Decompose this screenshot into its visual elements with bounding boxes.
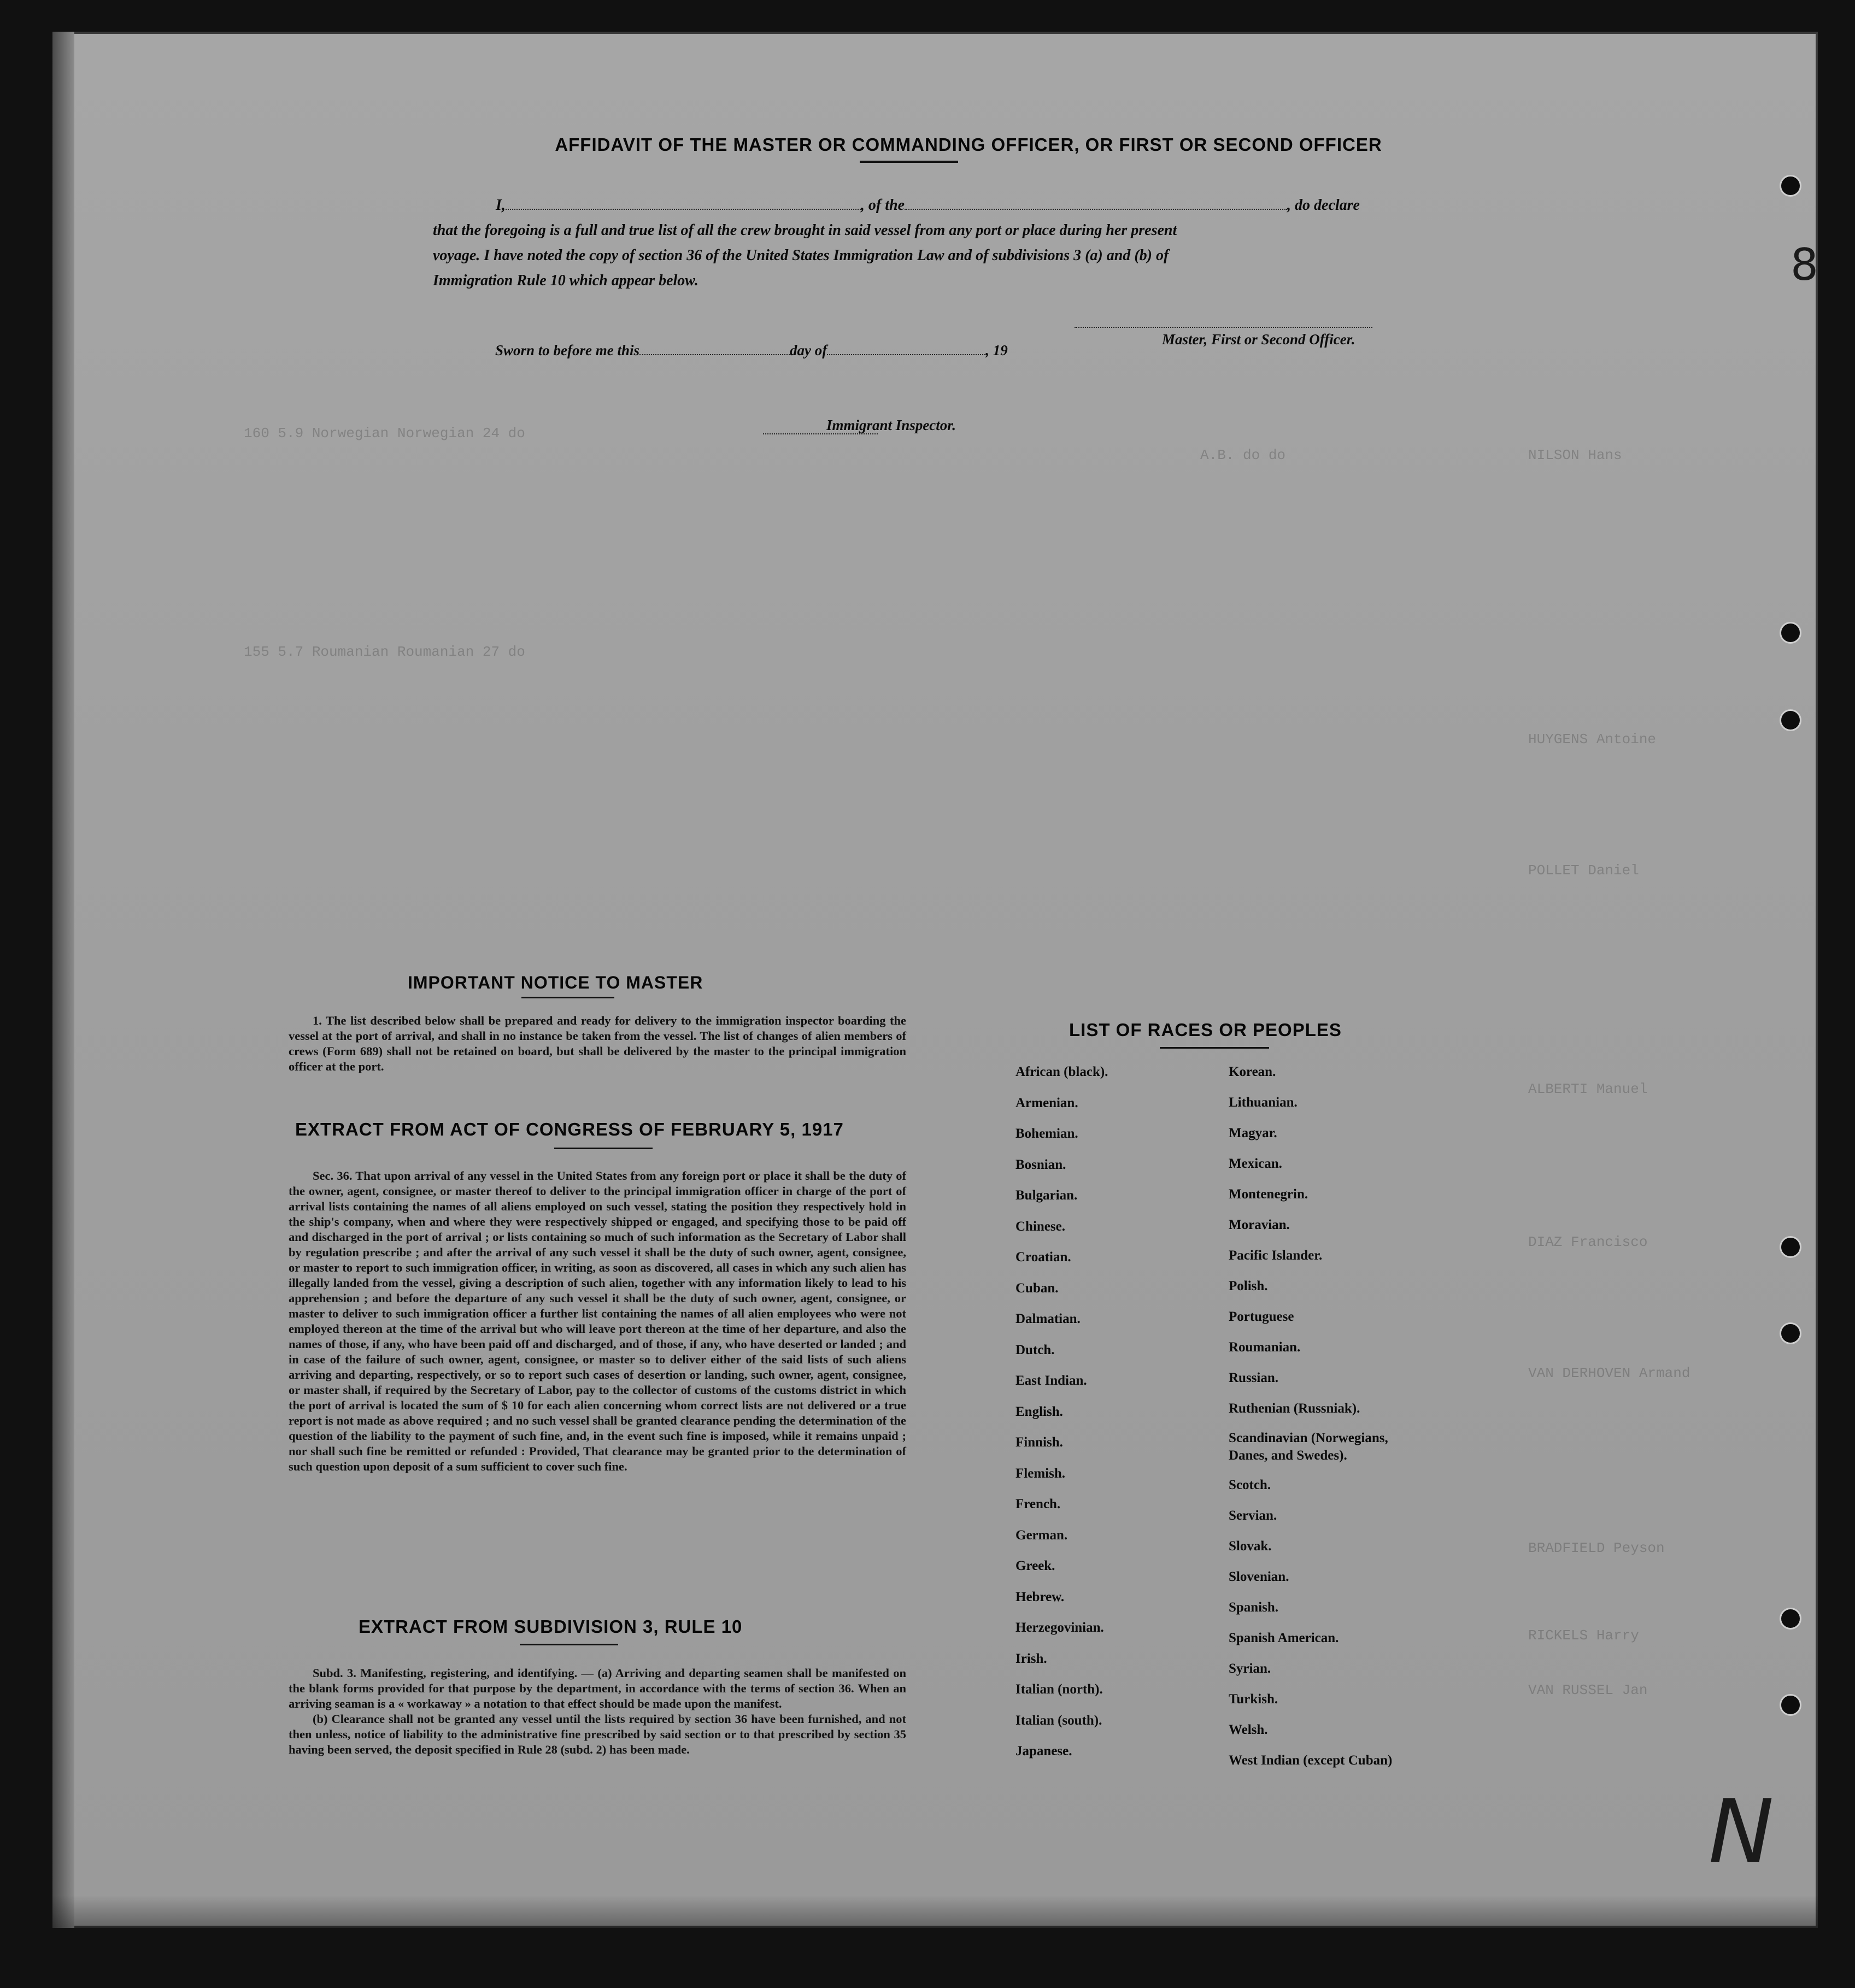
bleed-through-text: RICKELS Harry: [1528, 1627, 1639, 1644]
notice-underline: [521, 997, 614, 998]
race-item: Bulgarian.: [1015, 1188, 1078, 1203]
extract-rule-title: EXTRACT FROM SUBDIVISION 3, RULE 10: [359, 1616, 743, 1637]
bleed-through-text: HUYGENS Antoine: [1528, 731, 1657, 748]
race-item: Hebrew.: [1015, 1589, 1065, 1604]
race-item: Greek.: [1015, 1558, 1055, 1573]
race-item: Cuban.: [1015, 1280, 1059, 1296]
punch-hole: [1780, 709, 1801, 731]
race-item: Croatian.: [1015, 1250, 1071, 1264]
race-item: Herzegovinian.: [1015, 1620, 1104, 1635]
do-declare-label: , do declare: [1287, 197, 1360, 214]
extract-act-underline: [554, 1148, 653, 1149]
race-item: Mexican.: [1229, 1156, 1282, 1171]
race-item: Spanish.: [1229, 1600, 1279, 1615]
bleed-through-text: A.B. do do: [1200, 447, 1286, 463]
affidavit-line-1: that the foregoing is a full and true list of all the crew brought in said vessel from any port or place during her present: [433, 222, 1177, 239]
title-underline: [860, 161, 958, 163]
bleed-through-text: DIAZ Francisco: [1528, 1234, 1648, 1250]
race-item: Polish.: [1229, 1279, 1268, 1293]
race-item: German.: [1015, 1527, 1068, 1543]
race-item: Syrian.: [1229, 1661, 1271, 1676]
race-item: Finnish.: [1015, 1435, 1063, 1450]
rule-10-text: [289, 1666, 906, 1757]
punch-hole: [1780, 1608, 1801, 1630]
race-item: Welsh.: [1229, 1722, 1268, 1737]
affidavit-statement: [433, 193, 1471, 293]
race-item: Servian.: [1229, 1508, 1277, 1523]
notice-title: IMPORTANT NOTICE TO MASTER: [408, 973, 703, 992]
handwritten-corner-mark: N: [1709, 1780, 1774, 1883]
punch-hole: [1780, 622, 1801, 644]
inspector-label: Immigrant Inspector.: [826, 417, 956, 433]
declarant-name-field[interactable]: [506, 197, 861, 210]
document-sheet: [52, 32, 1818, 1928]
bleed-through-text: POLLET Daniel: [1528, 862, 1639, 879]
race-item: Russian.: [1229, 1371, 1279, 1385]
race-item: French.: [1015, 1497, 1061, 1511]
affidavit-title: AFFIDAVIT OF THE MASTER OR COMMANDING OFFICER, OR FIRST OR SECOND OFFICER: [555, 134, 1382, 155]
race-item: Dalmatian.: [1015, 1311, 1081, 1326]
race-item: Irish.: [1015, 1651, 1047, 1666]
sworn-prefix: Sworn to before me this: [495, 342, 640, 358]
race-item: Bosnian.: [1015, 1157, 1066, 1172]
extract-act-title: EXTRACT FROM ACT OF CONGRESS OF FEBRUARY 5, 1917: [295, 1119, 844, 1139]
sworn-month-field[interactable]: [827, 342, 985, 355]
bleed-through-text: VAN RUSSEL Jan: [1528, 1682, 1648, 1698]
day-of-label: day of: [790, 342, 827, 358]
rule-10-para-a: Subd. 3. Manifesting, registering, and identifying. — (a) Arriving and departing seamen shall be manifested on the blank forms provided for that purpose by the department, in accordance with the terms of section 36. When an arriving seaman is a « workaway » a notation to that effect should be made upon the manifest.: [289, 1666, 906, 1710]
race-item: East Indian.: [1015, 1373, 1087, 1388]
race-item: Portuguese: [1229, 1309, 1294, 1324]
punch-hole: [1780, 1322, 1801, 1344]
race-item: Roumanian.: [1229, 1340, 1301, 1355]
race-item: Chinese.: [1015, 1219, 1065, 1234]
punch-hole: [1780, 175, 1801, 197]
race-item: African (black).: [1015, 1064, 1108, 1079]
year-label: , 19: [985, 342, 1008, 358]
vessel-name-field[interactable]: [905, 197, 1287, 210]
of-the-label: , of the: [860, 197, 905, 214]
race-item: Korean.: [1229, 1064, 1276, 1079]
page-shadow: [52, 1895, 1818, 1928]
races-title: LIST OF RACES OR PEOPLES: [1069, 1020, 1342, 1040]
race-item: Slovenian.: [1229, 1569, 1289, 1584]
bleed-through-text: 155 5.7 Roumanian Roumanian 27 do: [244, 644, 525, 660]
signature-label: Master, First or Second Officer.: [1162, 331, 1355, 348]
binding-edge: [52, 32, 74, 1928]
race-item: Slovak.: [1229, 1539, 1272, 1554]
race-item: Dutch.: [1015, 1342, 1055, 1357]
race-item: Lithuanian.: [1229, 1095, 1298, 1110]
bleed-through-text: BRADFIELD Peyson: [1528, 1540, 1665, 1556]
race-item: West Indian (except Cuban): [1229, 1753, 1393, 1768]
race-item: Magyar.: [1229, 1126, 1277, 1140]
race-item: Bohemian.: [1015, 1126, 1078, 1141]
race-item: Ruthenian (Russniak).: [1229, 1401, 1360, 1416]
race-item: Pacific Islander.: [1229, 1248, 1323, 1263]
notice-text: 1. The list described below shall be prepared and ready for delivery to the immigration inspector boarding the vessel at the port of arrival, and shall in no instance be taken from the vessel. The list of changes of alien members of crews (Form 689) shall not be retained on board, but shall be delivered by the master to the principal immigration officer at the port.: [289, 1014, 906, 1073]
race-item: Montenegrin.: [1229, 1187, 1308, 1202]
races-underline: [1160, 1047, 1269, 1049]
bleed-through-text: 160 5.9 Norwegian Norwegian 24 do: [244, 425, 525, 442]
signature-line[interactable]: [1075, 327, 1372, 328]
bleed-through-text: VAN DERHOVEN Armand: [1528, 1365, 1690, 1381]
affidavit-line-3: Immigration Rule 10 which appear below.: [433, 272, 698, 289]
races-list: [1015, 1064, 1486, 1819]
race-item: Scandinavian (Norwegians,: [1229, 1431, 1388, 1445]
race-item: Flemish.: [1015, 1466, 1065, 1481]
race-item: English.: [1015, 1404, 1063, 1419]
race-item: Scotch.: [1229, 1478, 1271, 1492]
bleed-through-text: ALBERTI Manuel: [1528, 1081, 1648, 1097]
race-item: Armenian.: [1015, 1095, 1078, 1110]
affidavit-line-2: voyage. I have noted the copy of section 36 of the United States Immigration Law and of subdivisions 3 (a) and (b) of: [433, 247, 1169, 264]
race-item: Japanese.: [1015, 1744, 1072, 1758]
race-item: Turkish.: [1229, 1692, 1278, 1707]
extract-rule-underline: [520, 1644, 618, 1645]
bleed-through-text: NILSON Hans: [1528, 447, 1622, 463]
punch-hole: [1780, 1694, 1801, 1716]
section-36-text: Sec. 36. That upon arrival of any vessel in the United States from any foreign port or place it shall be the duty of the owner, agent, consignee, or master thereof to deliver to the principal immigration officer in charge of the port of arrival lists containing the names of all aliens employed on such vessel, stating the position they respectively hold in the ship's company, when and where they were respectively shipped or engaged, and specifying those to be paid off and discharged in the port of arrival ; or lists containing so much of such information as the Secretary of Labor shall by regulation prescribe ; and after the arrival of any such vessel it shall be the duty of such owner, agent, consignee, or master to report to such immigration officer, in writing, as soon as discovered, all cases in which any such alien has illegally landed from the vessel, giving a description of such alien, together with any information likely to lead to his apprehension ; and before the departure of any such vessel it shall be the duty of such owner, agent, consignee, or master to deliver to such immigration officer a further list containing the names of all alien employees who were not employed thereon at the time of the arrival but who will leave port thereon at the time of her departure, and also the names of those, if any, who have been paid off and discharged, and of those, if any, who have deserted or landed ; and in case of the failure of such owner, agent, consignee, or master so to deliver either of the said lists of such aliens arriving and departing, respectively, or so to report such cases of desertion or landing, such owner, agent, consignee, or master shall, if required by the Secretary of Labor, pay to the collector of customs of the customs district in which the port of arrival is located the sum of $ 10 for each alien concerning whom correct lists are not delivered or a true report is not made as above required ; and no such vessel shall be granted clearance pending the determination of the question of the liability to the payment of such fine, and, in the event such fine is imposed, while it remains unpaid ; nor shall such fine be remitted or refunded : Provided, That clearance may be granted prior to the determination of such question upon deposit of a sum sufficient to cover such fine.: [289, 1169, 906, 1473]
sworn-day-field[interactable]: [639, 342, 790, 355]
sworn-line: [495, 342, 1008, 359]
rule-10-para-b: (b) Clearance shall not be granted any vessel until the lists required by section 36 have been furnished, and not then unless, notice of liability to the administrative fine prescribed by said section or to that prescribed by section 35 having been served, the deposit specified in Rule 28 (subd. 2) has been made.: [289, 1712, 906, 1756]
race-item: Spanish American.: [1229, 1631, 1339, 1645]
handwritten-page-mark: 8: [1791, 239, 1818, 290]
declarant-prefix: I,: [496, 197, 506, 214]
punch-hole: [1780, 1236, 1801, 1258]
race-item: Italian (south).: [1015, 1713, 1102, 1728]
race-item: Italian (north).: [1015, 1682, 1103, 1697]
race-item: Danes, and Swedes).: [1229, 1448, 1347, 1463]
race-item: Moravian.: [1229, 1217, 1290, 1232]
